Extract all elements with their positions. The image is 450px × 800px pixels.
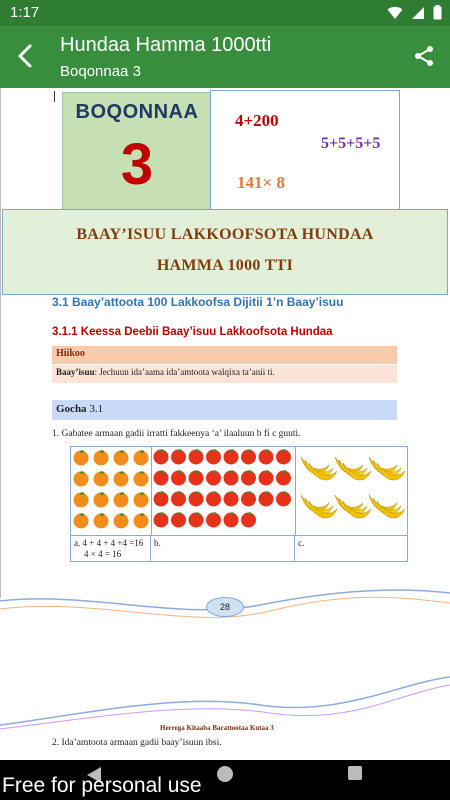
banana-icon — [335, 457, 371, 480]
tomato-icon — [224, 513, 239, 528]
definition-row — [52, 365, 397, 383]
tomato-icon-leaf — [265, 449, 269, 452]
orange-icon-leaf — [80, 450, 84, 453]
orange-icon-leaf — [140, 513, 144, 516]
tomato-icon — [259, 450, 274, 465]
bananas-cell — [295, 447, 407, 535]
tomato-icon — [241, 492, 256, 507]
orange-icon — [94, 514, 109, 529]
orange-icon — [94, 493, 109, 508]
tomato-icon — [171, 450, 186, 465]
tomato-icon — [171, 471, 186, 486]
tomato-icon — [241, 513, 256, 528]
orange-icon-leaf — [140, 492, 144, 495]
orange-icon-leaf — [100, 492, 104, 495]
text-cursor — [54, 91, 55, 102]
tomato-icon — [224, 492, 239, 507]
tomato-icon-leaf — [178, 449, 182, 452]
banana-icon — [369, 457, 405, 480]
tomato-icon — [224, 450, 239, 465]
wifi-icon — [387, 6, 403, 20]
orange-icon-leaf — [100, 450, 104, 453]
orange-icon — [114, 472, 129, 487]
tomato-icon — [259, 471, 274, 486]
tomato-icon-leaf — [248, 470, 252, 473]
tomato-icon-leaf — [230, 512, 234, 515]
tomato-icon-leaf — [230, 470, 234, 473]
tomato-icon-leaf — [160, 491, 164, 494]
status-icons — [387, 5, 442, 20]
tomato-icon — [189, 492, 204, 507]
definition-header: Hiikoo — [52, 346, 397, 364]
orange-icon — [134, 472, 149, 487]
banana-icon — [301, 495, 337, 518]
tomato-icon — [241, 471, 256, 486]
tomato-icon — [206, 450, 221, 465]
tomato-icon-leaf — [283, 491, 287, 494]
tomato-icon — [171, 492, 186, 507]
tomato-icon-leaf — [195, 512, 199, 515]
tomato-icon-leaf — [265, 470, 269, 473]
tomato-icon-leaf — [248, 491, 252, 494]
definition-term: Baay’isuu — [56, 367, 95, 377]
orange-icon — [134, 451, 149, 466]
activity-header — [52, 400, 397, 420]
orange-icon — [134, 514, 149, 529]
oranges-cell — [71, 447, 152, 535]
math-examples-box — [210, 90, 400, 210]
section-heading: 3.1 Baay’attoota 100 Lakkoofsa Dijitii 1’n Baay’isuu — [52, 295, 344, 309]
tomato-icon — [276, 450, 291, 465]
back-arrow-icon[interactable] — [12, 42, 40, 70]
tomato-icon-leaf — [195, 470, 199, 473]
app-title: Hundaa Hamma 1000tti — [60, 34, 272, 56]
fruit-table — [70, 446, 408, 562]
tomato-icon-leaf — [160, 470, 164, 473]
banner-line-1: BAAY’ISUU LAKKOOFSOTA HUNDAA — [76, 226, 374, 243]
tomato-icon-leaf — [178, 491, 182, 494]
nav-recent-icon[interactable] — [348, 766, 362, 780]
signal-icon — [411, 6, 425, 20]
app-bar — [0, 26, 450, 88]
tomato-icon — [259, 492, 274, 507]
chapter-number: 3 — [120, 132, 154, 197]
battery-icon — [433, 5, 442, 20]
tomato-icon-leaf — [283, 449, 287, 452]
tomato-icon — [276, 471, 291, 486]
tomato-icon-leaf — [213, 470, 217, 473]
tomato-icon-leaf — [178, 512, 182, 515]
tomato-icon — [189, 450, 204, 465]
banana-icon — [369, 495, 405, 518]
orange-icon-leaf — [100, 513, 104, 516]
question-2: 2. Ida’amtoota armaan gadii baay’isuun ibsi. — [52, 738, 222, 748]
nav-home-icon[interactable] — [217, 766, 233, 782]
tomatoes-cell — [151, 447, 296, 535]
tomato-icon-leaf — [248, 449, 252, 452]
tomato-icon — [154, 471, 169, 486]
answer-b-cell[interactable] — [151, 535, 295, 561]
orange-icon-leaf — [140, 450, 144, 453]
orange-icon — [114, 451, 129, 466]
orange-icon — [74, 472, 89, 487]
tomato-icon-leaf — [213, 491, 217, 494]
orange-icon — [74, 493, 89, 508]
subsection-heading: 3.1.1 Keessa Deebii Baay’isuu Lakkoofsota Hundaa — [52, 326, 333, 338]
status-time: 1:17 — [10, 4, 40, 21]
orange-icon-leaf — [80, 471, 84, 474]
tomato-icon-leaf — [265, 491, 269, 494]
page-footer: Herrega Kitaaba Barattootaa Kutaa 3 — [160, 724, 274, 732]
chapter-cover — [62, 92, 212, 212]
tomato-icon-leaf — [178, 470, 182, 473]
tomato-icon — [276, 492, 291, 507]
tomato-icon-leaf — [160, 449, 164, 452]
banner-line-2: HAMMA 1000 TTI — [156, 257, 294, 274]
tomato-icon-leaf — [195, 449, 199, 452]
tomato-icon — [189, 471, 204, 486]
tomato-icon — [171, 513, 186, 528]
activity-label: Gocha — [56, 403, 87, 415]
chapter-banner — [2, 209, 448, 295]
question-1: 1. Gabatee armaan gadii irratti fakkeenya ‘a’ ilaaluun b fi c guuti. — [52, 429, 301, 439]
tomato-icon-leaf — [230, 491, 234, 494]
tomato-icon — [206, 513, 221, 528]
orange-icon-leaf — [140, 471, 144, 474]
chapter-word: BOQONNAA — [75, 101, 199, 123]
answer-a-line-1: a. 4 + 4 + 4 +4 =16 — [74, 538, 144, 548]
orange-icon-leaf — [120, 450, 124, 453]
orange-icon-leaf — [80, 513, 84, 516]
tomato-icon — [154, 513, 169, 528]
math-example-c: 141× 8 — [237, 173, 285, 192]
tomato-icon-leaf — [248, 512, 252, 515]
orange-icon — [74, 451, 89, 466]
tomato-icon-leaf — [230, 449, 234, 452]
orange-icon — [94, 451, 109, 466]
banana-icon — [335, 495, 371, 518]
document-page[interactable] — [0, 88, 450, 760]
page-left-rule — [0, 88, 1, 598]
answer-b-label: b. — [154, 538, 161, 548]
status-bar — [0, 0, 450, 26]
tomato-icon-leaf — [213, 449, 217, 452]
tomato-icon — [154, 450, 169, 465]
tomato-icon — [224, 471, 239, 486]
answer-a-line-2: 4 × 4 = 16 — [84, 549, 122, 559]
orange-icon-leaf — [120, 513, 124, 516]
page-number: 28 — [206, 597, 244, 617]
banana-icon — [301, 457, 337, 480]
tomato-icon — [206, 492, 221, 507]
tomato-icon-leaf — [283, 470, 287, 473]
tomato-icon — [241, 450, 256, 465]
orange-icon-leaf — [120, 492, 124, 495]
orange-icon-leaf — [120, 471, 124, 474]
watermark-text: Free for personal use — [2, 774, 202, 797]
orange-icon — [114, 493, 129, 508]
tomato-icon-leaf — [213, 512, 217, 515]
app-subtitle: Boqonnaa 3 — [60, 63, 141, 80]
math-example-a: 4+200 — [235, 111, 279, 130]
tomato-icon-leaf — [195, 491, 199, 494]
orange-icon — [74, 514, 89, 529]
answer-c-cell[interactable] — [295, 535, 407, 561]
answer-a-cell — [71, 535, 151, 561]
page-bottom-wave — [0, 583, 450, 653]
tomato-icon — [206, 471, 221, 486]
definition-text: : Jechuun ida’aama ida’amtoota walqixa ta’anii ti. — [94, 367, 275, 377]
tomato-icon — [154, 492, 169, 507]
math-example-b: 5+5+5+5 — [321, 135, 381, 152]
activity-number: 3.1 — [89, 403, 104, 415]
orange-icon-leaf — [100, 471, 104, 474]
tomato-icon-leaf — [160, 512, 164, 515]
orange-icon — [114, 514, 129, 529]
answer-c-label: c. — [298, 538, 305, 548]
share-icon[interactable] — [412, 44, 436, 68]
orange-icon — [134, 493, 149, 508]
orange-icon — [94, 472, 109, 487]
orange-icon-leaf — [80, 492, 84, 495]
tomato-icon — [189, 513, 204, 528]
